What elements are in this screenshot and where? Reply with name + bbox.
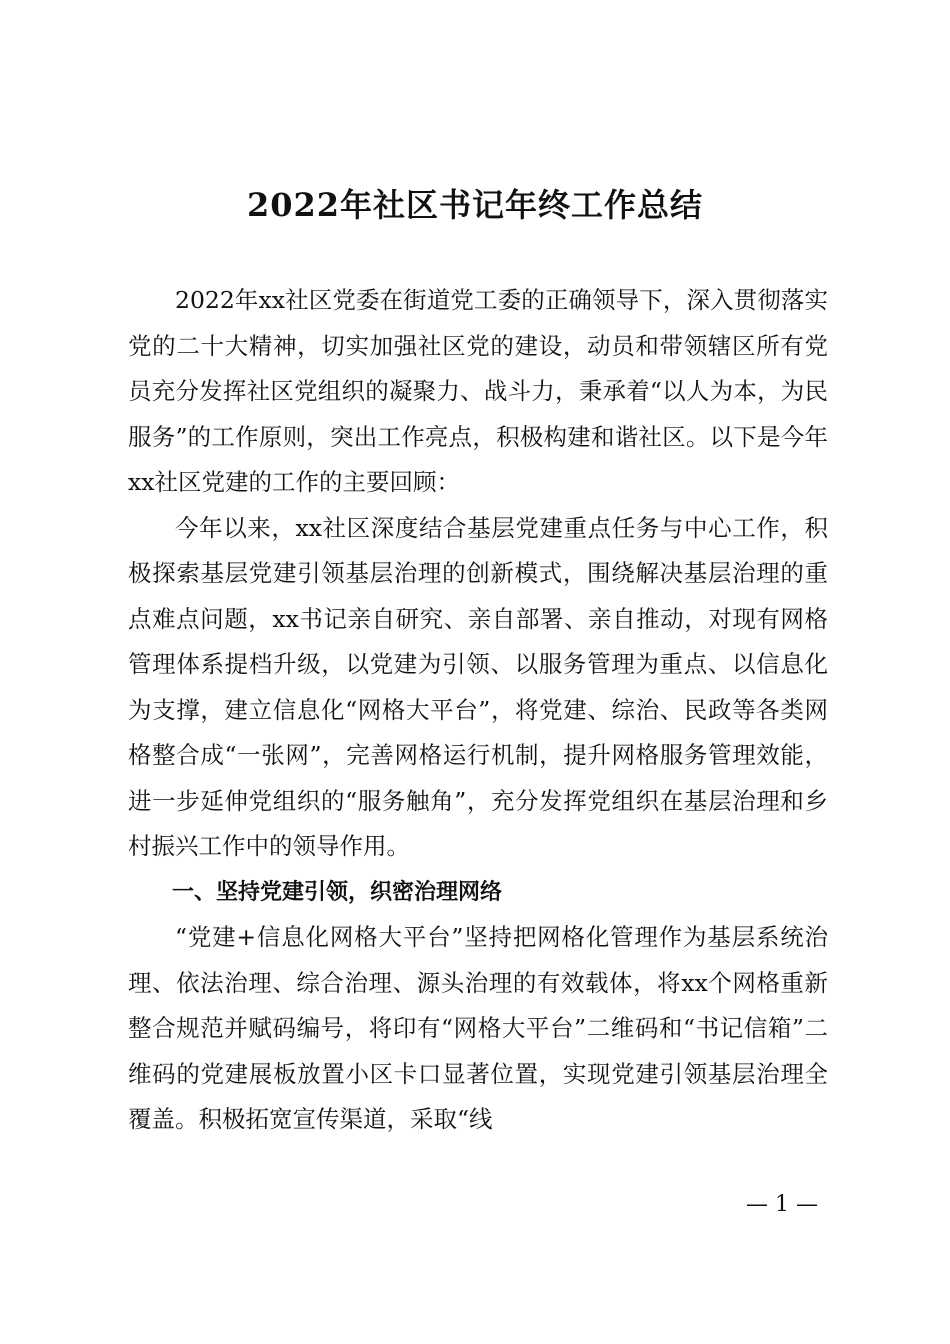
page-number: — 1 —	[746, 1192, 818, 1217]
document-title: 2022年社区书记年终工作总结	[246, 186, 704, 224]
paragraph-section-one: “党建+信息化网格大平台”坚持把网格化管理作为基层系统治理、依法治理、综合治理、源头治理的有效载体，将xx个网格重新整合规范并赋码编号，将印有“网格大平台”二维码和“书记信箱”二维码的党建展板放置小区卡口显著位置，实现党建引领基层治理全覆盖。积极拓宽宣传渠道，采取“线	[128, 923, 828, 1133]
paragraph-overview: 今年以来，xx社区深度结合基层党建重点任务与中心工作，积极探索基层党建引领基层治理的创新模式，围绕解决基层治理的重点难点问题，xx书记亲自研究、亲自部署、亲自推动，对现有网格管理体系提档升级，以党建为引领、以服务管理为重点、以信息化为支撑，建立信息化“网格大平台”，将党建、综治、民政等各类网格整合成“一张网”，完善网格运行机制，提升网格服务管理效能，进一步延伸党组织的“服务触角”，充分发挥党组织在基层治理和乡村振兴工作中的领导作用。	[128, 513, 828, 860]
paragraph-intro: 2022年xx社区党委在街道党工委的正确领导下，深入贯彻落实党的二十大精神，切实加强社区党的建设，动员和带领辖区所有党员充分发挥社区党组织的凝聚力、战斗力，秉承着“以人为本，为民服务”的工作原则，突出工作亮点，积极构建和谐社区。以下是今年xx社区党建的工作的主要回顾：	[128, 286, 828, 496]
section-heading: 一、坚持党建引领，织密治理网络	[172, 879, 503, 905]
document-body	[128, 278, 828, 1143]
